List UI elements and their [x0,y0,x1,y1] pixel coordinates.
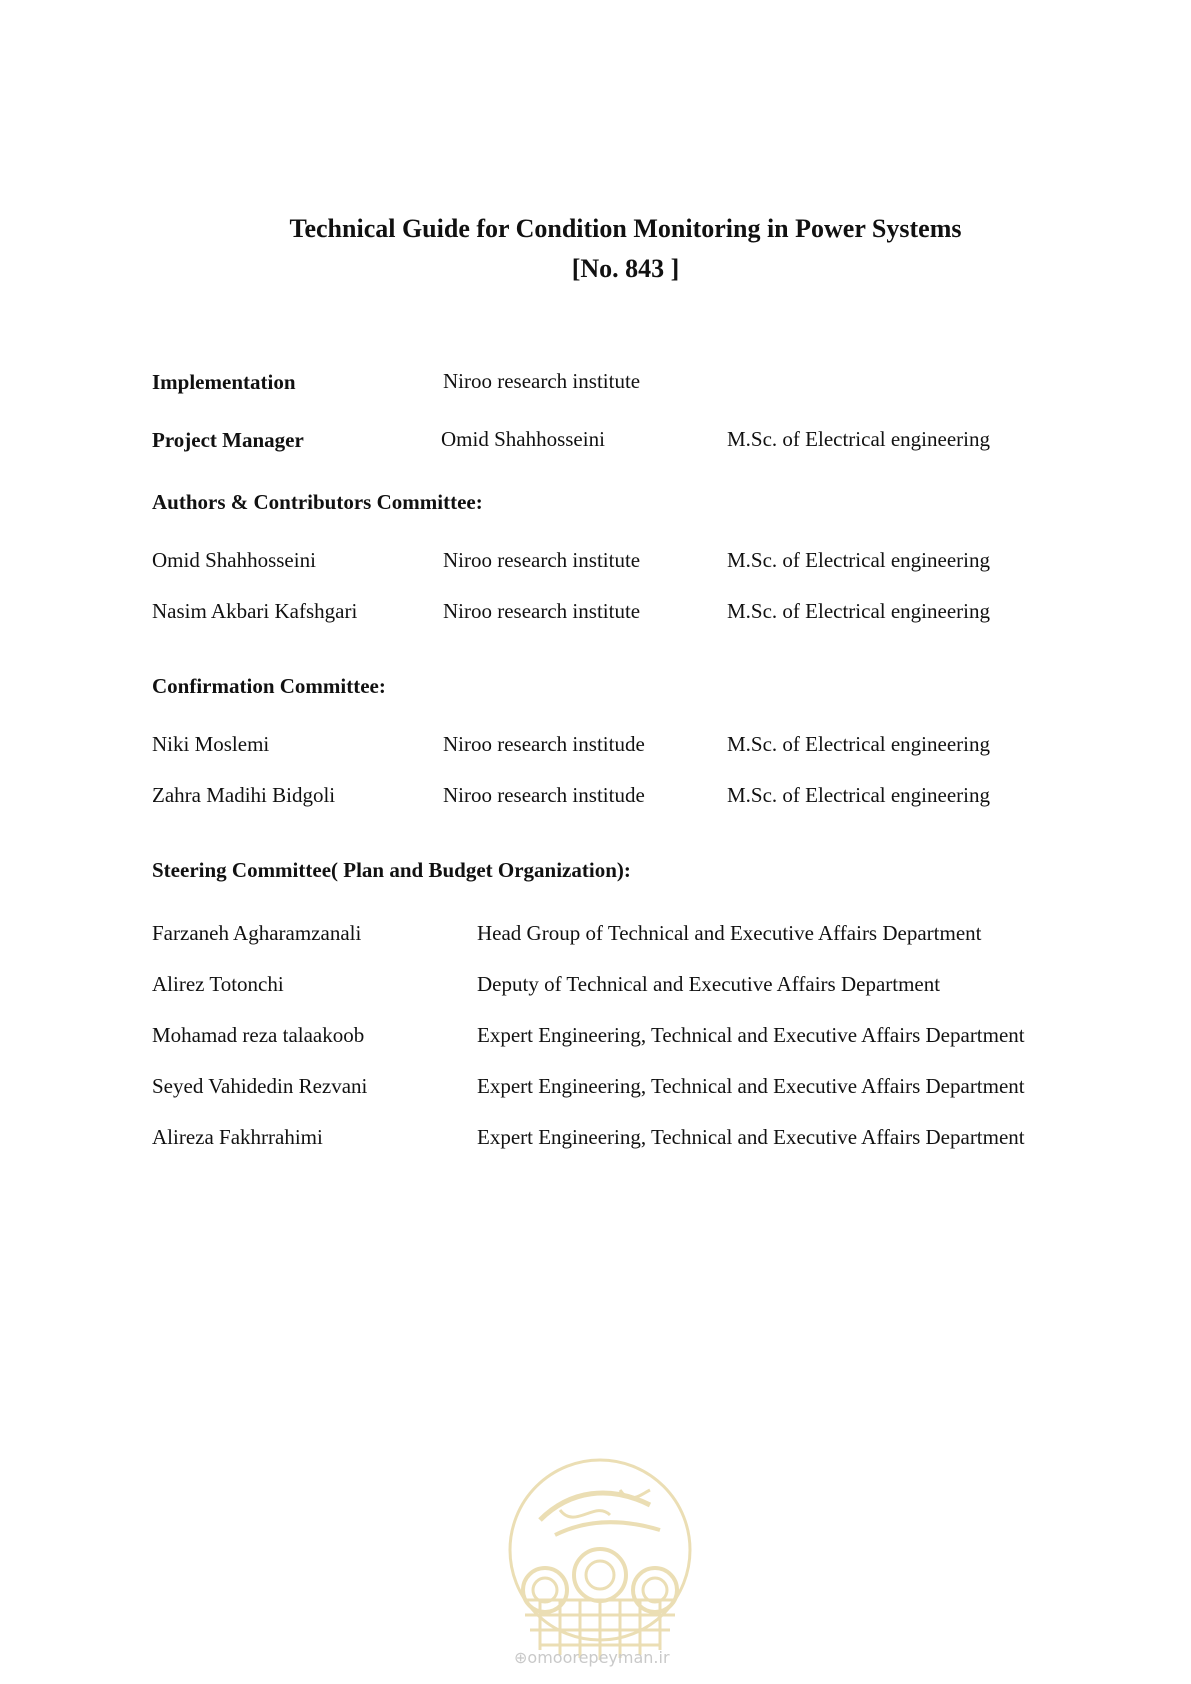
steering-member-name: Mohamad reza talaakoob [152,1023,365,1047]
steering-member-name: Farzaneh Agharamzanali [152,921,362,945]
author-degree: M.Sc. of Electrical engineering [727,548,990,572]
project-manager-label: Project Manager [152,428,304,452]
author-org: Niroo research institute [443,548,641,572]
confirmation-member-name: Zahra Madihi Bidgoli [152,783,336,807]
implementation-value: Niroo research institute [443,369,641,393]
watermark-logo [500,1450,700,1665]
steering-member-role: Expert Engineering, Technical and Executive Affairs Department [477,1023,1025,1047]
confirmation-member-name: Niki Moslemi [152,732,270,756]
steering-member-role: Expert Engineering, Technical and Executive Affairs Department [477,1074,1025,1098]
author-degree: M.Sc. of Electrical engineering [727,599,990,623]
project-manager-name: Omid Shahhosseini [441,427,605,451]
confirmation-member-degree: M.Sc. of Electrical engineering [727,783,990,807]
confirmation-member-org: Niroo research institude [443,732,645,756]
author-name: Nasim Akbari Kafshgari [152,599,358,623]
confirmation-heading: Confirmation Committee: [152,674,386,698]
watermark-url: ⊕omoorepeyman.ir [514,1648,670,1667]
steering-member-role: Deputy of Technical and Executive Affairs Department [477,972,941,996]
implementation-label: Implementation [152,370,296,394]
steering-member-role: Head Group of Technical and Executive Affairs Department [477,921,982,945]
globe-icon: ⊕ [514,1648,528,1667]
steering-heading: Steering Committee( Plan and Budget Organization): [152,858,631,882]
author-name: Omid Shahhosseini [152,548,316,572]
author-org: Niroo research institute [443,599,641,623]
document-title: Technical Guide for Condition Monitoring in Power Systems [289,214,962,243]
confirmation-member-degree: M.Sc. of Electrical engineering [727,732,990,756]
steering-member-name: Seyed Vahidedin Rezvani [152,1074,368,1098]
confirmation-member-org: Niroo research institude [443,783,645,807]
document-number: [No. 843 ] [571,254,680,283]
steering-member-name: Alireza Fakhrrahimi [152,1125,323,1149]
authors-heading: Authors & Contributors Committee: [152,490,483,514]
steering-member-role: Expert Engineering, Technical and Executive Affairs Department [477,1125,1025,1149]
project-manager-degree: M.Sc. of Electrical engineering [727,427,990,451]
steering-member-name: Alirez Totonchi [152,972,284,996]
